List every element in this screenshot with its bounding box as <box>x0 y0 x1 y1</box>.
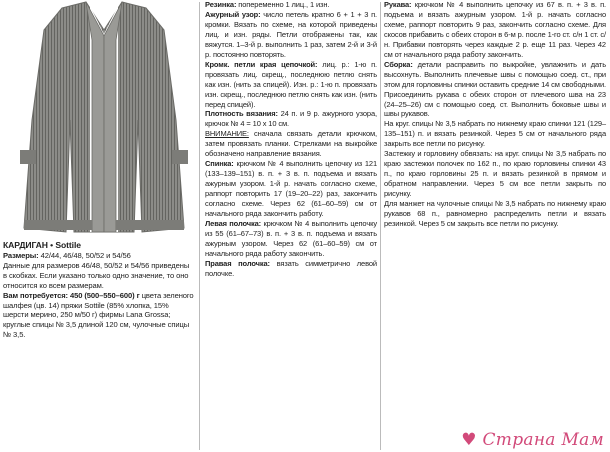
right-front-label: Правая полочка: <box>205 258 270 268</box>
hem-paragraph: На круг. спицы № 3,5 набрать по нижнему краю спинки 121 (129–135–151) п. и вязать резинкой. Через 5 см от начального ряда закрыть все петли по рисунку. <box>384 119 606 149</box>
sizes-note: Данные для размеров 46/48, 50/52 и 54/56 приведены в скобках. Если указано только одно значение, то оно относится ко всем размерам. <box>3 260 190 290</box>
gauge-paragraph <box>205 109 377 129</box>
watermark <box>461 430 604 450</box>
rib-paragraph <box>205 0 377 10</box>
gauge-label: Плотность вязания: <box>205 109 278 119</box>
sizes <box>3 251 195 261</box>
rib-label: Резинка: <box>205 0 237 9</box>
column-divider <box>199 2 200 450</box>
edge-label: Кромк. петли края цепочкой: <box>205 59 318 69</box>
right-front-text: вязать симметрично левой полочке. <box>205 258 377 278</box>
pattern-intro <box>3 240 195 340</box>
edge-text: лиц. р.: 1-ю п. провязать лиц. скрещ., последнюю петлю снять как изн. (нить за спицей). Изн. р.: 1-ю п. провязать изн. скрещ., последнюю петлю снять как изн. (нить перед спицей). <box>205 59 377 109</box>
attention-text: сначала связать детали крючком, затем провязать планки. Стрелками на выкройке обозначено направление вязания. <box>205 129 377 159</box>
rib-text: попеременно 1 лиц., 1 изн. <box>238 0 330 9</box>
left-front-label: Левая полочка: <box>205 218 262 228</box>
edge-paragraph <box>205 60 377 110</box>
lace-label: Ажурный узор: <box>205 9 261 19</box>
materials-label: Вам потребуется: 450 (500–550–600) г <box>3 290 140 300</box>
attention-label: ВНИМАНИЕ: <box>205 129 249 139</box>
materials <box>3 291 195 341</box>
back-label: Спинка: <box>205 159 234 169</box>
materials-text: цвета зеленого шалфея (цв. 14) пряжи Sottile (85% хлопка, 15% шерсти мерино, 250 м/50 г) фирмы Lana Grossa; круглые спицы № 3,5 длиной 120 см, чулочные спицы № 3,5. <box>3 290 194 340</box>
cardigan-photo <box>14 0 194 238</box>
right-front-paragraph <box>205 259 377 279</box>
pattern-title: КАРДИГАН • Sottile <box>3 240 81 250</box>
assembly-paragraph <box>384 60 606 120</box>
watermark-text: Страна Мам <box>482 430 604 450</box>
left-front-text: крючком № 4 выполнить цепочку из 55 (61–67–73) в. п. + 3 в. п. подъема и вязать ажурным узором. Через 62 (61–60–59) см от начального ряда работу закончить. <box>205 218 377 258</box>
instructions-column-2 <box>384 0 606 229</box>
band-paragraph: Застежку и горловину обвязать: на круг. спицы № 3,5 набрать по краю застежки полочек по 162 п., по краю горловины спинки 43 п., по краю горловины 25 п. и вязать резинкой в прямом и обратном направлении. Через 5 см все петли закрыть по рисунку. <box>384 149 606 199</box>
assembly-text: детали расправить по выкройке, увлажнить и дать высохнуть. Выполнить плечевые швы с помощью соед. ст., при этом для горловины спинки оставить средние 14 см свободными. Присоединить рукава с обеих сторон от плечевого шва на 23 (24–25–26) см с помощью соед. ст. Выполнить боковые швы и швы рукавов. <box>384 59 606 119</box>
lace-paragraph <box>205 10 377 60</box>
sleeves-paragraph <box>384 0 606 60</box>
back-text: крючком № 4 выполнить цепочку из 121 (133–139–151) в. п. + 3 в. п. подъема и вязать ажурным узором. 1-й р. начать согласно схеме, раппорт повторить 17 (19–20–22) раз, закончить согласно схеме. Через 62 (61–60–59) см от начального ряда закончить работу. <box>205 159 377 219</box>
sleeves-label: Рукава: <box>384 0 412 9</box>
sizes-label: Размеры: <box>3 251 39 260</box>
sizes-text: 42/44, 46/48, 50/52 и 54/56 <box>40 251 131 260</box>
assembly-label: Сборка: <box>384 59 413 69</box>
gauge-text: 24 п. и 9 р. ажурного узора, крючок № 4 = 10 х 10 см. <box>205 109 378 129</box>
instructions-column-1 <box>205 0 377 279</box>
column-divider-2 <box>380 2 381 450</box>
heart-icon: ♥ <box>461 430 483 450</box>
attention-paragraph <box>205 129 377 159</box>
sleeves-text: крючком № 4 выполнить цепочку из 67 в. п. + 3 в. п. подъема и вязать ажурным узором. 1-й р. начать согласно схеме, раппорт повторить 9 раз, закончить согласно схеме. Для скосов прибавить с обеих сторон в 6-м р. после 1-го ст. с/н 1 ст. с/н. Прибавки повторять через каждые 2 р. еще 11 раз. Через 42 см от начального ряда работу закончить. <box>384 0 607 59</box>
cardigan-illustration <box>14 0 194 238</box>
cuffs-paragraph: Для манжет на чулочные спицы № 3,5 набрать по нижнему краю рукавов 68 п., равномерно распределить петли и вязать резинкой. Через 5 см закрыть все петли по рисунку. <box>384 199 606 228</box>
back-paragraph <box>205 159 377 219</box>
lace-text: число петель кратно 6 + 1 + 3 п. кромки. Вязать по схеме, на которой приведены лиц. и изн. ряды. Петли отображены так, как вяжутся. 1–3-й р. выполнить 1 раз, затем 2-й и 3-й р. постоянно повторять. <box>205 9 377 59</box>
left-front-paragraph <box>205 219 377 259</box>
